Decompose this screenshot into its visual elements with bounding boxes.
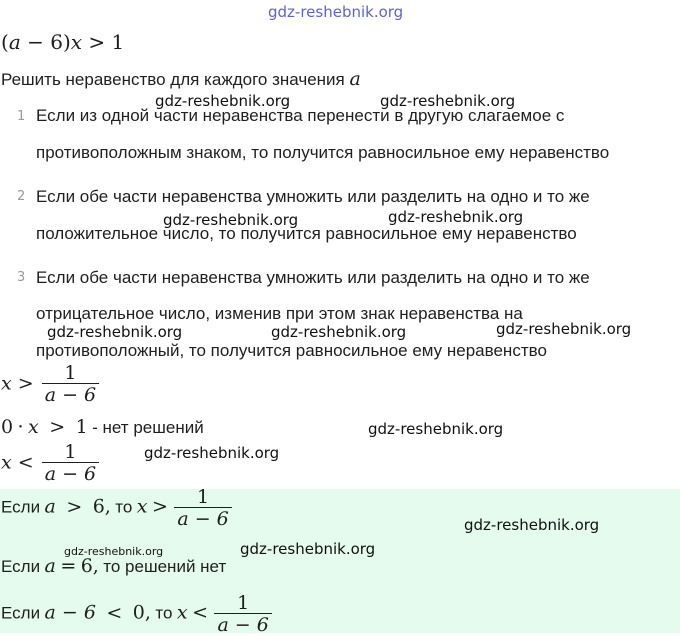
watermark: gdz-reshebnik.org [368,420,504,438]
lt-sign-2: < [192,601,208,624]
rule-1-line-1: Если из одной части неравенства перенести в другую слагаемое с [36,106,565,125]
denominator: a − 6 [174,507,231,530]
watermark: gdz-reshebnik.org [163,211,299,229]
answer-line-1 [1,487,234,530]
case-1-inequality [1,363,101,406]
var-a: a [44,495,56,518]
gt-sign-2: > [151,495,168,518]
value-six: 6, [92,495,111,518]
rule-1-number: 1 [17,109,26,124]
numerator: 1 [64,362,77,384]
number-six: 6 [50,30,63,54]
gt-sign: > [17,372,34,395]
var-x: x [70,30,83,54]
if-label: Если [1,497,41,517]
then-label: то [115,497,133,517]
gt-sign: > [66,495,83,518]
fraction [174,487,231,530]
var-x: x [28,416,39,438]
intro-var: a [349,68,361,90]
number-one: 1 [111,30,125,54]
no-solutions-text: - нет решений [92,418,204,437]
denominator: a − 6 [214,613,271,636]
var-x: x [1,372,12,395]
watermark: gdz-reshebnik.org [47,323,183,341]
rule-2-line-2: положительное число, то получится равносильное ему неравенство [36,224,577,243]
denominator: a − 6 [42,462,99,485]
numerator: 1 [237,592,250,614]
watermark: gdz-reshebnik.org [271,323,407,341]
watermark: gdz-reshebnik.org [144,444,280,462]
paren-open: ( [1,30,9,54]
fraction [42,363,99,406]
task-equation [1,30,124,54]
intro-text: Решить неравенство для каждого значения [1,70,345,89]
case-3-inequality [1,442,101,485]
watermark: gdz-reshebnik.org [155,92,291,110]
dot-sign: · [17,416,24,438]
value-six: 6, [80,555,99,577]
gt-sign: > [88,30,106,54]
gt-sign: > [49,416,66,438]
rule-3-number: 3 [17,270,26,285]
number-zero: 0 [1,416,14,438]
value-zero: 0, [132,601,151,624]
watermark: gdz-reshebnik.org [380,92,516,110]
number-one: 1 [75,416,88,438]
eq-sign: = [60,555,77,577]
case-2-inequality [1,416,204,438]
rule-3-line-1: Если обе части неравенства умножить или разделить на одно и то же [36,268,590,287]
var-x: x [176,601,188,624]
expression-a-minus-6: a − 6 [44,601,96,624]
watermark: gdz-reshebnik.org [240,540,376,558]
lt-sign: < [106,601,123,624]
if-label: Если [1,557,41,576]
watermark: gdz-reshebnik.org [64,545,164,558]
then-label: то [155,603,173,623]
lt-sign: < [17,451,34,474]
var-a: a [8,30,21,54]
var-x: x [136,495,148,518]
var-x: x [1,451,12,474]
rule-2-number: 2 [17,189,26,204]
paren-close: ) [62,30,71,54]
numerator: 1 [197,486,210,508]
no-solutions-text: то решений нет [103,557,227,576]
var-a: a [44,555,56,577]
answer-line-2 [1,555,226,577]
minus-sign: − [27,30,44,54]
rule-2-line-1: Если обе части неравенства умножить или разделить на одно и то же [36,187,590,206]
intro-line [1,68,361,90]
rule-3-line-3: противоположный, то получится равносильное ему неравенство [36,341,547,360]
answer-line-3 [1,593,274,636]
watermark: gdz-reshebnik.org [388,208,524,226]
fraction [214,593,271,636]
denominator: a − 6 [42,383,99,406]
numerator: 1 [64,441,77,463]
fraction [42,442,99,485]
rule-3-line-2: отрицательное число, изменив при этом знак неравенства на [36,304,523,323]
if-label: Если [1,603,41,623]
watermark: gdz-reshebnik.org [268,3,404,21]
watermark: gdz-reshebnik.org [464,516,600,534]
rule-1-line-2: противоположным знаком, то получится равносильное ему неравенство [36,143,610,162]
watermark: gdz-reshebnik.org [496,320,632,338]
